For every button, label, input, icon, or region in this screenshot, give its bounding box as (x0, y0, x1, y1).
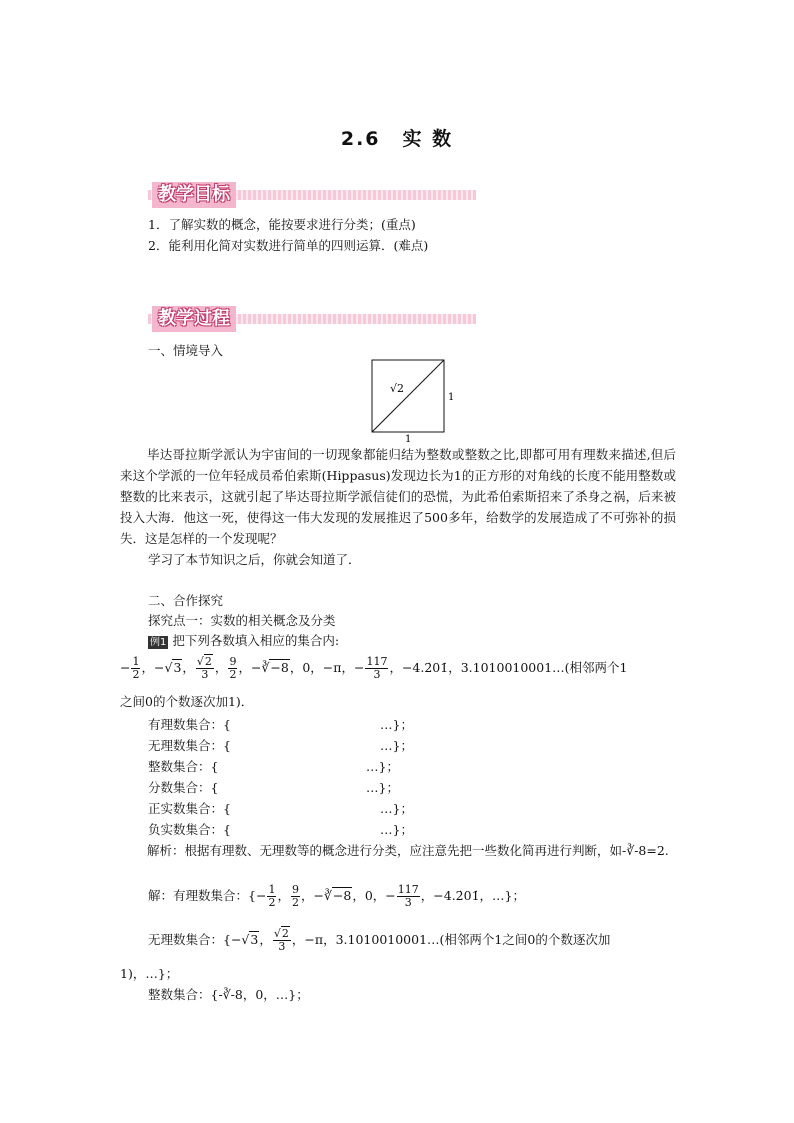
section-number: 2.6 (340, 128, 381, 150)
example-text: 把下列各数填入相应的集合内: (172, 633, 340, 648)
unit-square-figure (368, 356, 458, 442)
set-integer: 整数集合：{ …}； (148, 759, 399, 774)
square-diagonal (372, 360, 444, 432)
fraction-half: $\frac{1}{2}$ (132, 655, 140, 681)
exploration-point-1: 探究点一：实数的相关概念及分类 (148, 613, 336, 628)
numbers-line: − $\frac{1}{2}$ ，−√3， $\frac{√2}{3}$ ， $\frac{9}{2}$ ，−∛−8，0，−π，− $\frac{117}{3}$ ，−4.2̇01̇，3.1010010001…(相邻两个1 (120, 655, 628, 681)
solution-irrational-cont: 1)，…}； (120, 966, 179, 981)
process-banner (148, 306, 476, 332)
set-rational: 有理数集合：{ …}； (148, 717, 413, 732)
set-fraction: 分数集合：{ …}； (148, 780, 399, 795)
diagonal-label: √2 (390, 382, 405, 395)
section-title: 实 数 (402, 128, 454, 150)
example-1 (148, 630, 339, 651)
numbers-line-2: 之间0的个数逐次加1)． (120, 694, 254, 709)
side-label-bottom: 1 (405, 434, 412, 442)
set-irrational: 无理数集合：{ …}； (148, 738, 413, 753)
page-title (0, 124, 794, 151)
intro-heading: 一、情境导入 (148, 343, 224, 358)
solution-irrational: 无理数集合：{−√3， $\frac{√2}{3}$ ，−π，3.1010010001…(相邻两个1之间0的个数逐次加 (148, 927, 611, 953)
goals-banner (148, 182, 476, 208)
analysis: 解析：根据有理数、无理数等的概念进行分类，应注意先把一些数化简再进行判断，如-∛-8=2. (147, 843, 669, 858)
side-label-right: 1 (448, 392, 455, 403)
process-label: 教学过程 (152, 306, 236, 332)
coop-heading: 二、合作探究 (148, 593, 224, 608)
solution-integer: 整数集合：{-∛-8，0，…}； (148, 987, 309, 1002)
solution-rational: 解：有理数集合：{− $\frac{1}{2}$ ， $\frac{9}{2}$ ，−∛−8，0，− $\frac{117}{3}$ ，−4.2̇01̇，…}； (148, 883, 525, 909)
example-badge: 例1 (150, 637, 167, 648)
set-positive-real: 正实数集合：{ …}； (148, 801, 413, 816)
goal-1: 1．了解实数的概念，能按要求进行分类；(重点) (148, 217, 416, 232)
story-followup: 学习了本节知识之后，你就会知道了． (148, 552, 361, 567)
story-paragraph: 毕达哥拉斯学派认为宇宙间的一切现象都能归结为整数或整数之比,即都可用有理数来描述,但后来这个学派的一位年轻成员希伯索斯(Hippasus)发现边长为1的正方形的对角线的长度不能用整数或整数的比来表示，这就引起了毕达哥拉斯学派信徒们的恐慌，为此希伯索斯招来了杀身之祸，后来被投入大海．他这一死，使得这一伟大发现的发展推迟了500多年，给数学的发展造成了不可弥补的损失．这是怎样的一个发现呢？ (120, 447, 676, 546)
set-negative-real: 负实数集合：{ …}； (148, 822, 413, 837)
goal-2: 2．能利用化简对实数进行简单的四则运算．(难点) (148, 238, 429, 253)
goals-label: 教学目标 (152, 182, 236, 208)
